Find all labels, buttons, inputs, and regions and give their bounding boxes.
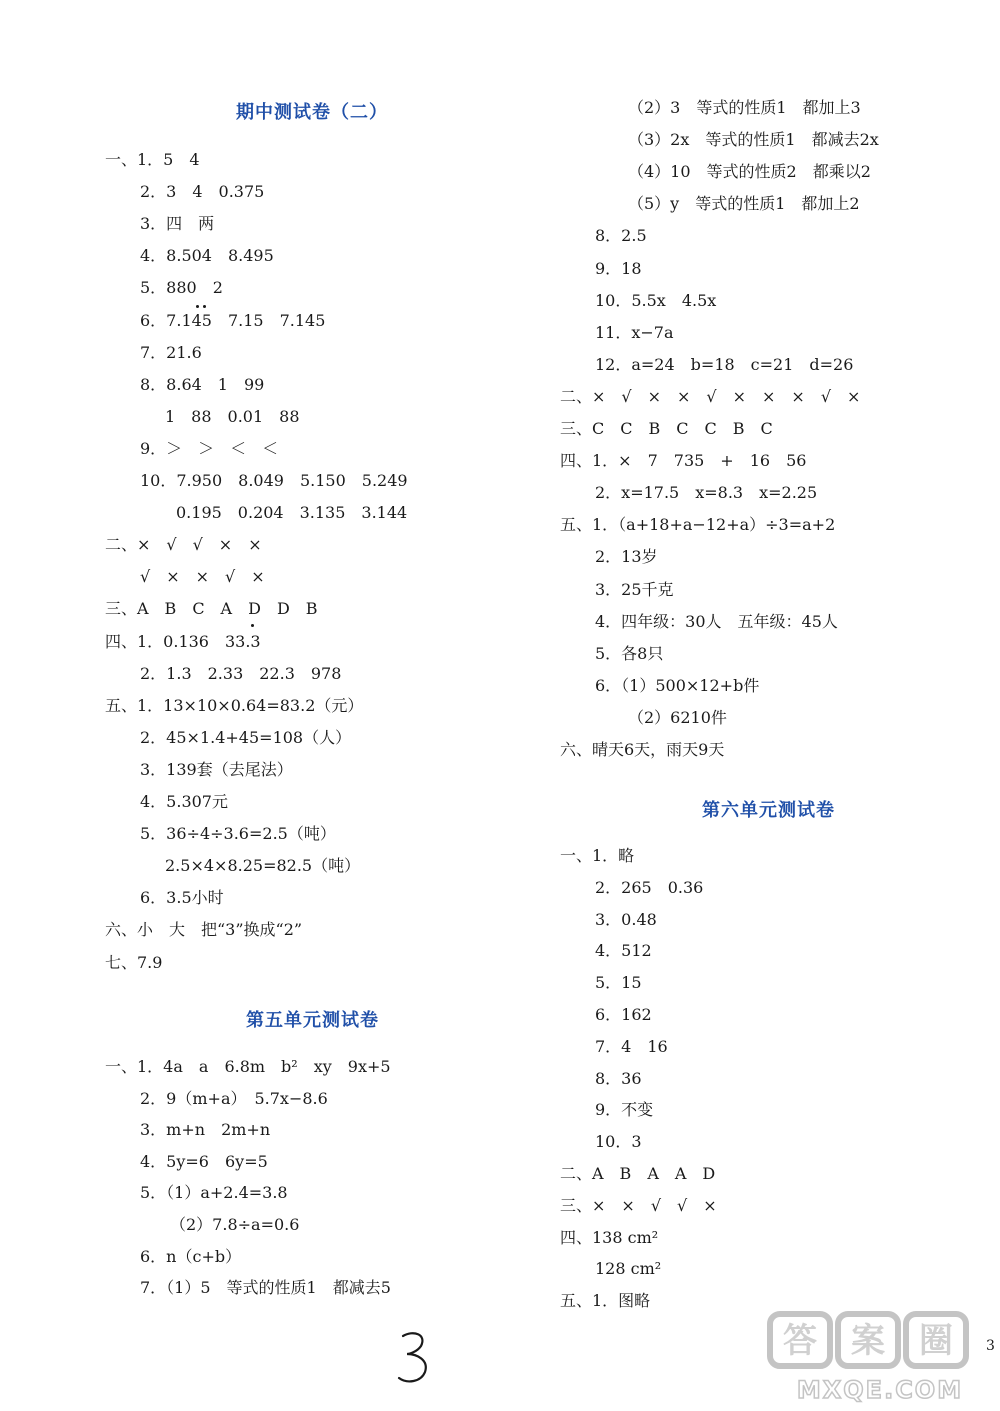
answer-line: 11．x−7a [595, 322, 674, 342]
answer-line: （5）y 等式的性质1 都加上2 [628, 194, 860, 214]
answer-line: 4．5.307元 [140, 792, 228, 811]
edge-page-number: 3 [986, 1338, 995, 1354]
answer-line: 8．8.64 1 99 [140, 374, 265, 394]
answer-line: 3．四 两 [140, 214, 215, 234]
answer-line: 10．7.950 8.049 5.150 5.249 [140, 471, 408, 490]
answer-line: 5．各8只 [595, 643, 664, 663]
answer-line: （4）10 等式的性质2 都乘以2 [628, 162, 871, 182]
answer-line: 六、晴天6天，雨天9天 [560, 740, 725, 759]
answer-line: 2．265 0.36 [595, 877, 704, 897]
repeating-decimal-dot [196, 305, 199, 308]
answer-line: 10．3 [595, 1132, 642, 1152]
answer-line: 2．13岁 [595, 547, 658, 567]
answer-line: 三、C C B C C B C [560, 419, 773, 438]
answer-line: 五、1．图略 [560, 1291, 651, 1311]
section-title-midterm-2: 期中测试卷（二） [236, 102, 388, 123]
answer-line: 七、7.9 [105, 952, 163, 972]
repeating-decimal-dot [251, 624, 254, 627]
answer-line: 二、× √ × × √ × × × √ × [560, 386, 861, 406]
watermark-logo [750, 1302, 1000, 1407]
answer-line: 2.5×4×8.25=82.5（吨） [165, 856, 361, 876]
answer-line: 2．45×1.4+45=108（人） [140, 727, 352, 747]
answer-line: 六、小 大 把“3”换成“2” [105, 920, 303, 940]
answer-line: （3）2x 等式的性质1 都减去2x [628, 130, 879, 150]
answer-line: 9．＞ ＞ ＜ ＜ [140, 438, 279, 458]
svg-text:圈: 圈 [919, 1321, 953, 1361]
answer-line: 三、× × √ √ × [560, 1195, 717, 1215]
repeating-decimal-dot [203, 305, 206, 308]
answer-line: 4．四年级：30人 五年级：45人 [595, 611, 838, 631]
answer-line: 7．4 16 [595, 1036, 668, 1056]
answer-line: 8．2.5 [595, 226, 647, 246]
answer-line: 128 cm² [595, 1259, 662, 1279]
answer-line: 5．880 2 [140, 278, 223, 298]
answer-line: 一、1．略 [560, 846, 635, 865]
answer-line: （2）7.8÷a=0.6 [170, 1215, 300, 1234]
answer-line: 二、A B A A D [560, 1164, 716, 1183]
answer-line: 7．21.6 [140, 342, 202, 362]
answer-line: 三、A B C A D D B [105, 599, 318, 619]
section-title-unit-6: 第六单元测试卷 [702, 800, 835, 821]
answer-line: 6．3.5小时 [140, 888, 224, 908]
handwritten-page-number [395, 1330, 435, 1386]
answer-line: 6．162 [595, 1005, 652, 1024]
answer-line: 6．7.145 7.15 7.145 [140, 310, 326, 330]
answer-line: √ × × √ × [140, 567, 265, 587]
svg-text:MXQE.COM: MXQE.COM [796, 1376, 964, 1404]
answer-line: 一、1．5 4 [105, 150, 200, 169]
answer-line: 3．139套（去尾法） [140, 759, 293, 779]
answer-line: 5．15 [595, 973, 642, 993]
answer-line: 8．36 [595, 1068, 642, 1088]
answer-line: 0.195 0.204 3.135 3.144 [176, 503, 408, 523]
answer-line: 二、× √ √ × × [105, 535, 262, 555]
answer-line: 9．18 [595, 258, 642, 278]
answer-line: 2．3 4 0.375 [140, 182, 265, 202]
answer-line: 2．x=17.5 x=8.3 x=2.25 [595, 483, 818, 503]
answer-line: 5．（1）a+2.4=3.8 [140, 1183, 288, 1203]
answer-line: 四、138 cm² [560, 1227, 659, 1247]
answer-line: 7．（1）5 等式的性质1 都减去5 [140, 1278, 391, 1298]
answer-line: 一、1．4a a 6.8m b² xy 9x+5 [105, 1057, 391, 1076]
answer-line: 3．25千克 [595, 579, 674, 599]
answer-line: 4．512 [595, 941, 652, 961]
answer-line: 4．8.504 8.495 [140, 246, 274, 266]
answer-line: 2．1.3 2.33 22.3 978 [140, 663, 342, 683]
answer-line: 5．36÷4÷3.6=2.5（吨） [140, 824, 336, 844]
answer-line: 1 88 0.01 88 [165, 406, 300, 426]
answer-line: 2．9（m+a） 5.7x−8.6 [140, 1088, 328, 1108]
answer-line: 3．0.48 [595, 909, 657, 929]
answer-line: 3．m+n 2m+n [140, 1120, 271, 1140]
answer-line: 五、1．（a+18+a−12+a）÷3=a+2 [560, 515, 836, 535]
answer-line: 四、1．0.136 33.3 [105, 631, 261, 651]
answer-line: 6．（1）500×12+b件 [595, 675, 760, 695]
answer-line: 五、1．13×10×0.64=83.2（元） [105, 695, 364, 715]
section-title-unit-5: 第五单元测试卷 [246, 1010, 379, 1031]
answer-line: 9．不变 [595, 1100, 654, 1120]
svg-text:答: 答 [783, 1321, 817, 1361]
answer-line: 12．a=24 b=18 c=21 d=26 [595, 354, 854, 374]
answer-line: 四、1．× 7 735 + 16 56 [560, 451, 807, 471]
svg-text:案: 案 [851, 1321, 885, 1361]
answer-line: （2）6210件 [628, 707, 727, 727]
answer-line: （2）3 等式的性质1 都加上3 [628, 98, 861, 117]
answer-line: 10．5.5x 4.5x [595, 290, 717, 310]
answer-line: 6．n（c+b） [140, 1246, 242, 1266]
answer-line: 4．5y=6 6y=5 [140, 1151, 268, 1171]
